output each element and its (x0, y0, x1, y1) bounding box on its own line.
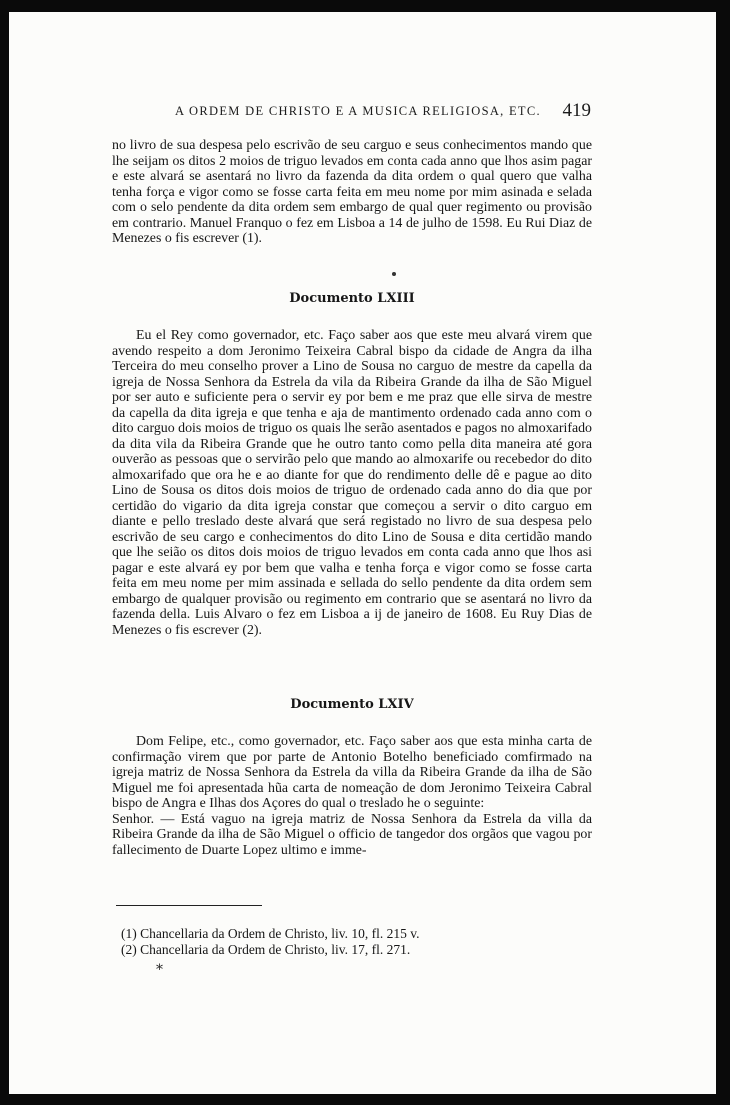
running-header (175, 100, 603, 121)
document-63-paragraph: Eu el Rey como governador, etc. Faço saber aos que este meu alvará virem que avendo respeito a dom Jeronimo Teixeira Cabral bispo da cidade de Angra da ilha Terceira do meu conselho prover a Lino de Sousa no carguo de mestre da capella da igreja de Nossa Senhora da Estrela da vila da Ribeira Grande da ilha de São Miguel por ser auto e suficiente pera o servir ey por bem e me praz que elle sirva de mestre da capella da dita igreja e que tenha e aja de mantimento ordenado cada anno com o dito carguo dois moios de triguo os quais lhe serão asentados e pagos no almoxarifado da dita vila da Ribeira Grande que he outro tanto como pella dita maneira até gora ouverão as pessoas que o servirão pelo que mando ao almoxarife ou recebedor do dito almoxarifado que ora he e ao diante for que do rendimento delle dê e pague ao dito Lino de Sousa os ditos dois moios de triguo de ordenado cada anno do dia que por certidão do vigario da dita igreja constar que começou a servir o dito carguo em diante e pello treslado deste alvará que será registado no livro de sua despesa pelo escrivão de seu cargo e conhecimentos do dito Lino de Sousa e dita certidão mando que lhe seião os ditos dois moios de triguo levados em conta cada anno que lhos asi pagar e este alvará ey por bem que valha e tenha força e vigor como se fosse carta feita em meu nome per mim assinada e sellada do sello pendente da dita ordem sem embargo de qualquer provisão ou regimento em contrario que se asentará no livro da fazenda della. Luis Alvaro o fez em Lisboa a ij de janeiro de 1608. Eu Ruy Dias de Menezes o fis escrever (2). (112, 328, 592, 638)
document-63-block (112, 328, 592, 638)
stray-mark (392, 272, 396, 276)
continuation-block (112, 138, 592, 247)
footnotes (121, 926, 581, 958)
footnote-2: (2) Chancellaria da Ordem de Christo, liv. 17, fl. 271. (121, 942, 411, 957)
footnote-1: (1) Chancellaria da Ordem de Christo, liv. 10, fl. 215 v. (121, 926, 420, 941)
page-number: 419 (562, 100, 591, 121)
continuation-paragraph: no livro de sua despesa pelo escrivão de seu carguo e seus conhecimentos mando que lhe seijam os ditos 2 moios de triguo levados em conta cada anno que lhos asim pagar e este alvará se asentará no livro da fazenda da dita ordem o qual quero que valha tenha força e vigor como se fosse carta feita em meu nome por mim asinada e selada com o selo pendente da dita ordem sem embargo de qual quer regimento ou provisão em contrario. Manuel Franquo o fez em Lisboa a 14 de julho de 1598. Eu Rui Diaz de Menezes o fis escrever (1). (112, 138, 592, 246)
document-63-title: Documento LXIII (289, 291, 415, 306)
running-title: A ORDEM DE CHRISTO E A MUSICA RELIGIOSA, ETC. (175, 104, 541, 118)
document-64-paragraph-2: Senhor. — Está vaguo na igreja matriz de Nossa Senhora da Estrela da villa da Ribeira Grande da ilha de São Miguel o officio de tangedor dos orgãos que vagou por fallecimento de Duarte Lopez ultimo e imme- (112, 811, 592, 858)
asterisk-mark: * (156, 962, 163, 978)
book-page (9, 12, 716, 1094)
footnote-rule (116, 905, 262, 906)
document-64-paragraph: Dom Felipe, etc., como governador, etc. Faço saber aos que esta minha carta de confirmação virem que por parte de Antonio Botelho beneficiado comfirmado na igreja matriz de Nossa Senhora da Estrela da villa da Ribeira Grande da ilha de São Miguel me foi apresentada hũa carta de nomeação de dom Jeronimo Teixeira Cabral bispo de Angra e Ilhas dos Açores do qual o treslado he o seguinte: (112, 734, 592, 811)
document-64-title: Documento LXIV (290, 697, 414, 712)
document-64-block (112, 734, 592, 858)
